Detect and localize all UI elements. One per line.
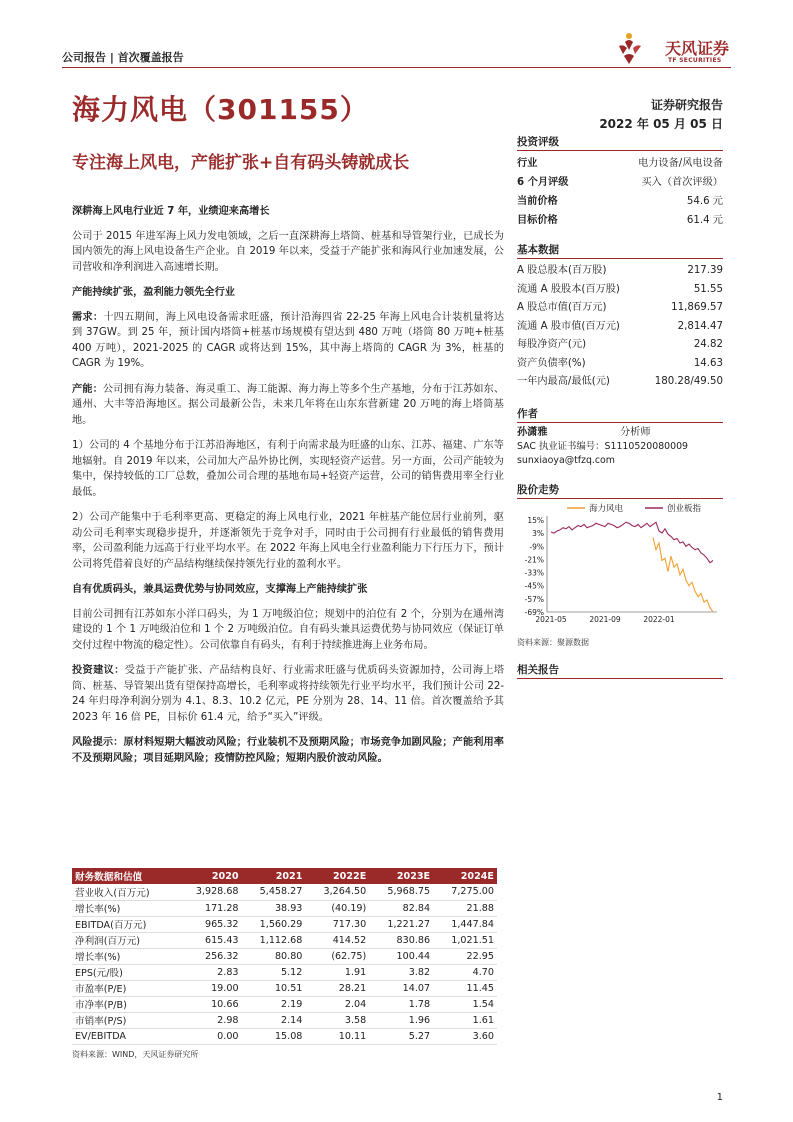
rating-value: 买入（首次评级） [641, 177, 723, 188]
basic-key: 资产负债率(%) [517, 357, 586, 369]
table-cell: 14.07 [369, 980, 433, 996]
table-cell: EPS(元/股) [72, 964, 178, 980]
section-heading: 风险提示：原材料短期大幅波动风险；行业装机不及预期风险；市场竞争加剧风险；产能利用率不及预期风险；项目延期风险；疫情防控风险；短期内股价波动风险。 [72, 737, 504, 764]
paragraph-lead: 产能： [72, 383, 103, 395]
y-tick-label: 15% [527, 515, 544, 525]
y-tick-label: -21% [524, 554, 544, 564]
table-cell: 11.45 [433, 980, 497, 996]
table-row [72, 1028, 497, 1044]
table-cell: 1,447.84 [433, 916, 497, 932]
table-cell: 1.91 [305, 964, 369, 980]
table-cell: 净利润(百万元) [72, 932, 178, 948]
table-row [72, 900, 497, 916]
report-subtitle: 专注海上风电，产能扩张+自有码头铸就成长 [72, 153, 410, 173]
table-header-cell: 财务数据和估值 [72, 868, 178, 884]
rating-key: 目标价格 [517, 215, 558, 226]
rating-key: 当前价格 [517, 196, 558, 207]
basic-value: 24.82 [693, 339, 723, 350]
table-cell: 3.82 [369, 964, 433, 980]
table-cell: (62.75) [305, 948, 369, 964]
table-cell: 171.28 [178, 900, 242, 916]
rating-value: 54.6 元 [686, 196, 723, 207]
y-tick-label: -69% [524, 607, 544, 617]
table-cell: 增长率(%) [72, 900, 178, 916]
basic-key: A 股总市值(百万元) [517, 302, 607, 313]
basic-key: 一年内最高/最低(元) [517, 376, 610, 387]
table-cell: 38.93 [242, 900, 306, 916]
table-cell: 2.98 [178, 1012, 242, 1028]
basic-row [517, 373, 723, 392]
table-cell: 5,458.27 [242, 884, 306, 900]
table-header-cell: 2024E [433, 868, 497, 884]
body-paragraph: 需求：十四五期间，海上风电设备需求旺盛，预计沿海四省 22-25 年海上风电合计装机量将达到 37GW。到 25 年，预计国内塔筒+桩基市场规模有望达到 480 万吨（塔筒 80 万吨+桩基 400 万吨），2021-2025 的 CAGR 或将达到 15%，其中海上塔筒的 CAGR 为 3%，桩基的 CAGR 为 19%。 [72, 311, 505, 369]
basic-key: A 股总股本(百万股) [517, 265, 607, 276]
table-cell: EBITDA(百万元) [72, 916, 178, 932]
table-cell: 1.54 [433, 996, 497, 1012]
rating-row [517, 192, 723, 211]
rating-key: 6 个月评级 [517, 177, 569, 188]
basic-row [517, 281, 723, 300]
table-cell: 1,221.27 [369, 916, 433, 932]
table-cell: 1,112.68 [242, 932, 306, 948]
author-section-title: 作者 [517, 406, 723, 423]
table-cell: 717.30 [305, 916, 369, 932]
table-cell: 21.88 [433, 900, 497, 916]
rating-list [517, 154, 723, 230]
author-name: 孙潇雅 [517, 426, 548, 438]
report-category: 公司报告 | 首次覆盖报告 [62, 51, 184, 64]
table-cell: 10.51 [242, 980, 306, 996]
table-cell: 5.27 [369, 1028, 433, 1044]
body-paragraph: 投资建议：受益于产能扩张、产品结构良好、行业需求旺盛与优质码头资源加持，公司海上塔筒、桩基、导管架出货有望保持高增长，毛利率或将持续领先行业平均水平，我们预计公司 22-24 年归母净利润分别为 4.1、8.3、10.2 亿元，PE 分别为 28、14、11 倍。首次覆盖给予其 2023 年 16 倍 PE，目标价 61.4 元，给予“买入”评级。 [72, 665, 505, 723]
body-paragraph: 2）公司产能集中于毛利率更高、更稳定的海上风电行业，2021 年桩基产能位居行业前列，驱动公司毛利率实现稳步提升，并逐渐领先于竞争对手，同时由于公司拥有行业最低的销售费用率，公司盈利能力远高于行业平均水平。在 2022 年海上风电全行业盈利能力下行压力下，预计公司将凭借着良好的产品结构继续保持领先行业的盈利水平。 [72, 512, 504, 570]
series-line-海力风电 [653, 537, 713, 612]
basic-row [517, 262, 723, 281]
table-row [72, 980, 497, 996]
table-cell: 82.84 [369, 900, 433, 916]
logo-mark-icon [619, 33, 641, 64]
author-block [517, 426, 723, 468]
basic-key: 流通 A 股市值(百万元) [517, 320, 620, 332]
paragraph-lead: 需求： [72, 311, 104, 323]
report-type: 证券研究报告 [650, 98, 723, 112]
basic-row [517, 355, 723, 374]
rating-row [517, 211, 723, 230]
table-row [72, 932, 497, 948]
rating-row [517, 154, 723, 173]
table-cell: 615.43 [178, 932, 242, 948]
page-number: 1 [716, 1092, 723, 1103]
related-section-title: 相关报告 [517, 662, 723, 679]
table-cell: 256.32 [178, 948, 242, 964]
x-tick-label: 2021-09 [589, 614, 621, 624]
table-cell: 100.44 [369, 948, 433, 964]
brand-name: 天风证券 [665, 39, 730, 58]
table-source: 资料来源：WIND，天风证券研究所 [72, 1049, 199, 1059]
y-tick-label: -45% [524, 581, 544, 591]
legend-label: 创业板指 [667, 503, 702, 514]
basic-section-title: 基本数据 [517, 242, 723, 259]
rating-section-title: 投资评级 [517, 134, 723, 151]
legend-label: 海力风电 [589, 503, 624, 514]
table-row [72, 916, 497, 932]
chart-source: 资料来源：聚源数据 [517, 637, 589, 647]
table-cell: 1,021.51 [433, 932, 497, 948]
table-header-cell: 2020 [178, 868, 242, 884]
table-cell: 10.11 [305, 1028, 369, 1044]
x-tick-label: 2021-05 [535, 614, 567, 624]
table-header-cell: 2021 [242, 868, 306, 884]
financial-table [72, 868, 497, 1045]
basic-value: 217.39 [687, 265, 723, 276]
table-cell: 1.61 [433, 1012, 497, 1028]
price-chart [517, 502, 723, 632]
table-cell: 2.19 [242, 996, 306, 1012]
table-cell: 1.96 [369, 1012, 433, 1028]
table-cell: 7,275.00 [433, 884, 497, 900]
table-cell: 414.52 [305, 932, 369, 948]
section-heading: 自有优质码头，兼具运费优势与协同效应，支撑海上产能持续扩张 [72, 584, 368, 595]
table-cell: 营业收入(百万元) [72, 884, 178, 900]
report-date: 2022 年 05 月 05 日 [599, 117, 723, 131]
y-tick-label: -9% [529, 541, 544, 551]
basic-row [517, 318, 723, 337]
basic-value: 180.28/49.50 [654, 376, 723, 387]
financial-table-wrap [72, 868, 497, 1060]
basic-value: 51.55 [693, 283, 723, 295]
table-cell: 1,560.29 [242, 916, 306, 932]
basic-row [517, 299, 723, 318]
author-role: 分析师 [620, 426, 651, 438]
basic-key: 流通 A 股股本(百万股) [517, 283, 620, 295]
table-cell: 19.00 [178, 980, 242, 996]
rating-key: 行业 [517, 158, 538, 169]
chart-section-title: 股价走势 [517, 482, 723, 499]
table-cell: 3,928.68 [178, 884, 242, 900]
table-cell: 1.78 [369, 996, 433, 1012]
table-cell: 22.95 [433, 948, 497, 964]
table-cell: 增长率(%) [72, 948, 178, 964]
section-heading: 产能持续扩张，盈利能力领先全行业 [72, 287, 235, 298]
table-cell: 2.04 [305, 996, 369, 1012]
table-cell: 5,968.75 [369, 884, 433, 900]
author-email[interactable]: sunxiaoya@tfzq.com [517, 454, 615, 466]
body-paragraph: 目前公司拥有江苏如东小洋口码头，为 1 万吨级泊位；规划中的泊位有 2 个，分别为在通州湾建设的 1 个 1 万吨级泊位和 1 个 2 万吨级泊位。自有码头兼具运费优势与协同效应（保证订单交付过程中物流的稳定性）。公司依靠自有码头，有利于持续推进海上业务布局。 [72, 608, 504, 651]
table-cell: 3.58 [305, 1012, 369, 1028]
table-cell: 2.14 [242, 1012, 306, 1028]
table-cell: 市净率(P/B) [72, 996, 178, 1012]
table-cell: 3.60 [433, 1028, 497, 1044]
table-cell: 市盈率(P/E) [72, 980, 178, 996]
table-row [72, 948, 497, 964]
y-tick-label: -57% [524, 594, 544, 604]
table-cell: 15.08 [242, 1028, 306, 1044]
table-cell: 0.00 [178, 1028, 242, 1044]
table-row [72, 884, 497, 900]
table-cell: 5.12 [242, 964, 306, 980]
table-cell: (40.19) [305, 900, 369, 916]
y-tick-label: 3% [532, 528, 544, 538]
table-cell: 80.80 [242, 948, 306, 964]
basic-key: 每股净资产(元) [517, 339, 587, 350]
table-row [72, 1012, 497, 1028]
basic-value: 14.63 [693, 357, 723, 369]
table-cell: 2.83 [178, 964, 242, 980]
body-paragraph: 公司于 2015 年进军海上风力发电领域，之后一直深耕海上塔筒、桩基和导管架行业，已成长为国内领先的海上风电设备生产企业。自 2019 年以来，受益于产能扩张和海风行业加速发展，公司营收和净利润进入高速增长期。 [72, 230, 504, 273]
table-cell: 4.70 [433, 964, 497, 980]
table-cell: 28.21 [305, 980, 369, 996]
section-heading: 深耕海上风电行业近 7 年，业绩迎来高增长 [72, 206, 270, 217]
table-header-cell: 2023E [369, 868, 433, 884]
body-paragraph: 1）公司的 4 个基地分布于江苏沿海地区，有利于向需求最为旺盛的山东、江苏、福建、广东等地辐射。自 2019 年以来，公司加大产品外协比例，实现轻资产运营。另一方面，公司产能较为集中，保持较低的工厂总数，叠加公司合理的基地布局+轻资产运营，公司的销售费用率全行业最低。 [72, 440, 504, 498]
table-header-cell: 2022E [305, 868, 369, 884]
author-cert: SAC 执业证书编号：S1110520080009 [517, 440, 689, 452]
table-cell: 市销率(P/S) [72, 1012, 178, 1028]
table-row [72, 964, 497, 980]
paragraph-lead: 投资建议： [72, 665, 125, 676]
table-cell: 3,264.50 [305, 884, 369, 900]
y-tick-label: -33% [524, 568, 544, 578]
x-tick-label: 2022-01 [643, 614, 675, 624]
rating-value: 61.4 元 [686, 215, 723, 226]
sidebar [517, 134, 723, 682]
brand-name-en: TF SECURITIES [668, 57, 722, 64]
basic-list [517, 262, 723, 392]
table-row [72, 996, 497, 1012]
series-line-创业板指 [551, 522, 713, 563]
rating-value: 电力设备/风电设备 [638, 158, 723, 169]
main-body [72, 204, 504, 775]
table-cell: EV/EBITDA [72, 1028, 178, 1044]
table-cell: 10.66 [178, 996, 242, 1012]
basic-row [517, 336, 723, 355]
rating-row [517, 173, 723, 192]
basic-value: 2,814.47 [677, 320, 723, 332]
table-cell: 830.86 [369, 932, 433, 948]
body-paragraph: 产能：公司拥有海力装备、海灵重工、海工能源、海力海上等多个生产基地，分布于江苏如东、通州、大丰等沿海地区。据公司最新公告，未来几年将在山东东营新建 20 万吨的海上塔筒基地。 [72, 383, 505, 426]
table-cell: 965.32 [178, 916, 242, 932]
basic-value: 11,869.57 [671, 302, 723, 313]
page-title: 海力风电（301155） [72, 93, 369, 126]
